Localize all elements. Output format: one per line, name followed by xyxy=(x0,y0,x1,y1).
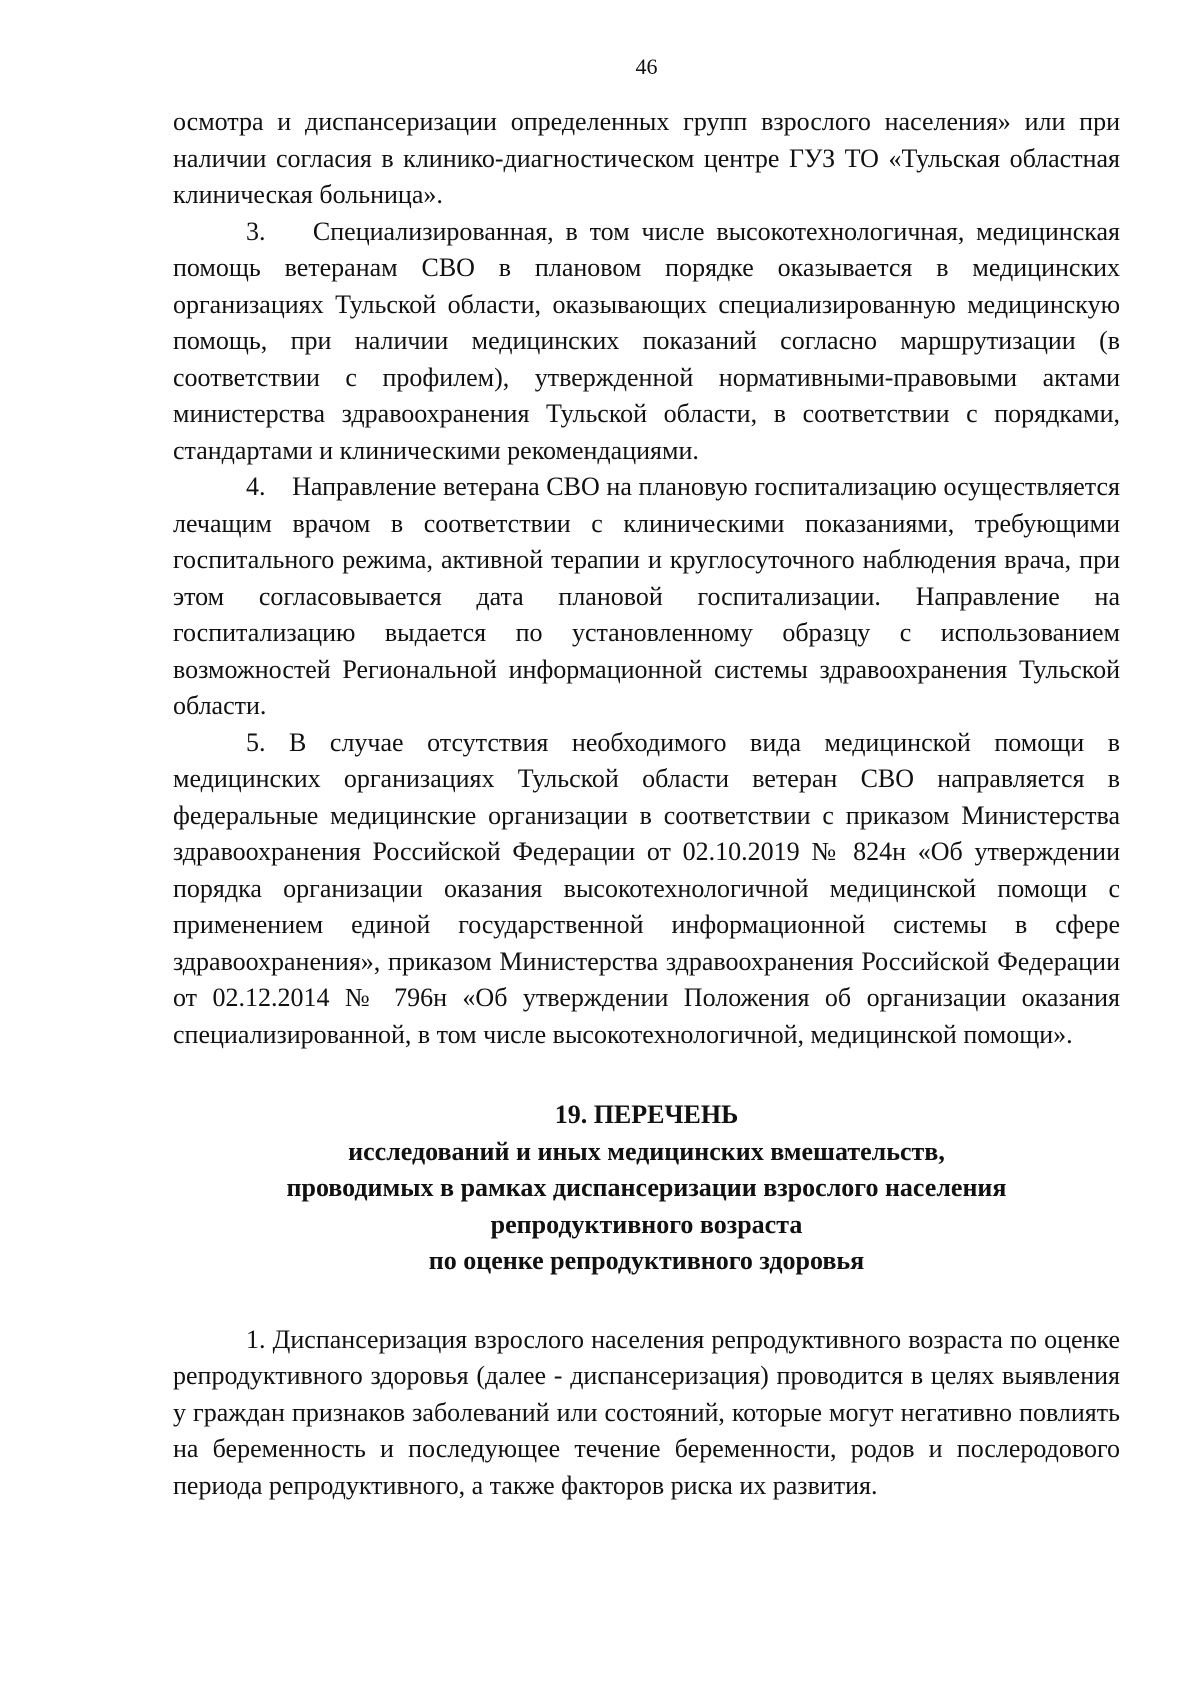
section-heading-subtitle-3: репродуктивного возраста xyxy=(490,1209,803,1239)
section-heading-subtitle-1: исследований и иных медицинских вмешательств, xyxy=(348,1136,945,1166)
paragraph-item-4: 4. Направление ветерана СВО на плановую госпитализацию осуществляется лечащим врачом в соответствии с клиническими показаниями, требующими госпитального режима, активной терапии и круглосуточного наблюдения врача, при этом согласовывается дата плановой госпитализации. Направление на госпитализацию выдается по установленному образцу с использованием возможностей Региональной информационной системы здравоохранения Тульской области. xyxy=(173,472,1120,720)
paragraph-item-3: 3. Специализированная, в том числе высокотехнологичная, медицинская помощь ветеранам СВО в плановом порядке оказывается в медицинских организациях Тульской области, оказывающих специализированную медицинскую помощь, при наличии медицинских показаний согласно маршрутизации (в соответствии с профилем), утвержденной нормативными-правовыми актами министерства здравоохранения Тульской области, в соответствии с порядками, стандартами и клиническими рекомендациями. xyxy=(173,216,1120,465)
section-heading xyxy=(173,1097,1120,1280)
section-heading-subtitle-4: по оценке репродуктивного здоровья xyxy=(428,1246,865,1275)
paragraph-section-item-1: 1. Диспансеризация взрослого населения репродуктивного возраста по оценке репродуктивного здоровья (далее - диспансеризация) проводится в целях выявления у граждан признаков заболеваний или состояний, которые могут негативно повлиять на беременность и последующее течение беременности, родов и послеродового периода репродуктивного, а также факторов риска их развития. xyxy=(173,1324,1120,1500)
section-heading-title: 19. ПЕРЕЧЕНЬ xyxy=(554,1100,739,1129)
document-page xyxy=(173,52,1120,1504)
paragraph-continuation: осмотра и диспансеризации определенных групп взрослого населения» или при наличии согласия в клинико-диагностическом центре ГУЗ ТО «Тульская областная клиническая больница». xyxy=(173,107,1120,209)
section-heading-subtitle-2: проводимых в рамках диспансеризации взрослого населения xyxy=(286,1173,1007,1202)
paragraph-item-5: 5. В случае отсутствия необходимого вида медицинской помощи в медицинских организациях Тульской области ветеран СВО направляется в федеральные медицинские организации в соответствии с приказом Министерства здравоохранения Российской Федерации от 02.10.2019 № 824н «Об утверждении порядка организации оказания высокотехнологичной медицинской помощи с применением единой государственной информационной системы в сфере здравоохранения», приказом Министерства здравоохранения Российской Федерации от 02.12.2014 № 796н «Об утверждении Положения об организации оказания специализированной, в том числе высокотехнологичной, медицинской помощи». xyxy=(173,727,1120,1049)
page-number: 46 xyxy=(635,54,658,79)
